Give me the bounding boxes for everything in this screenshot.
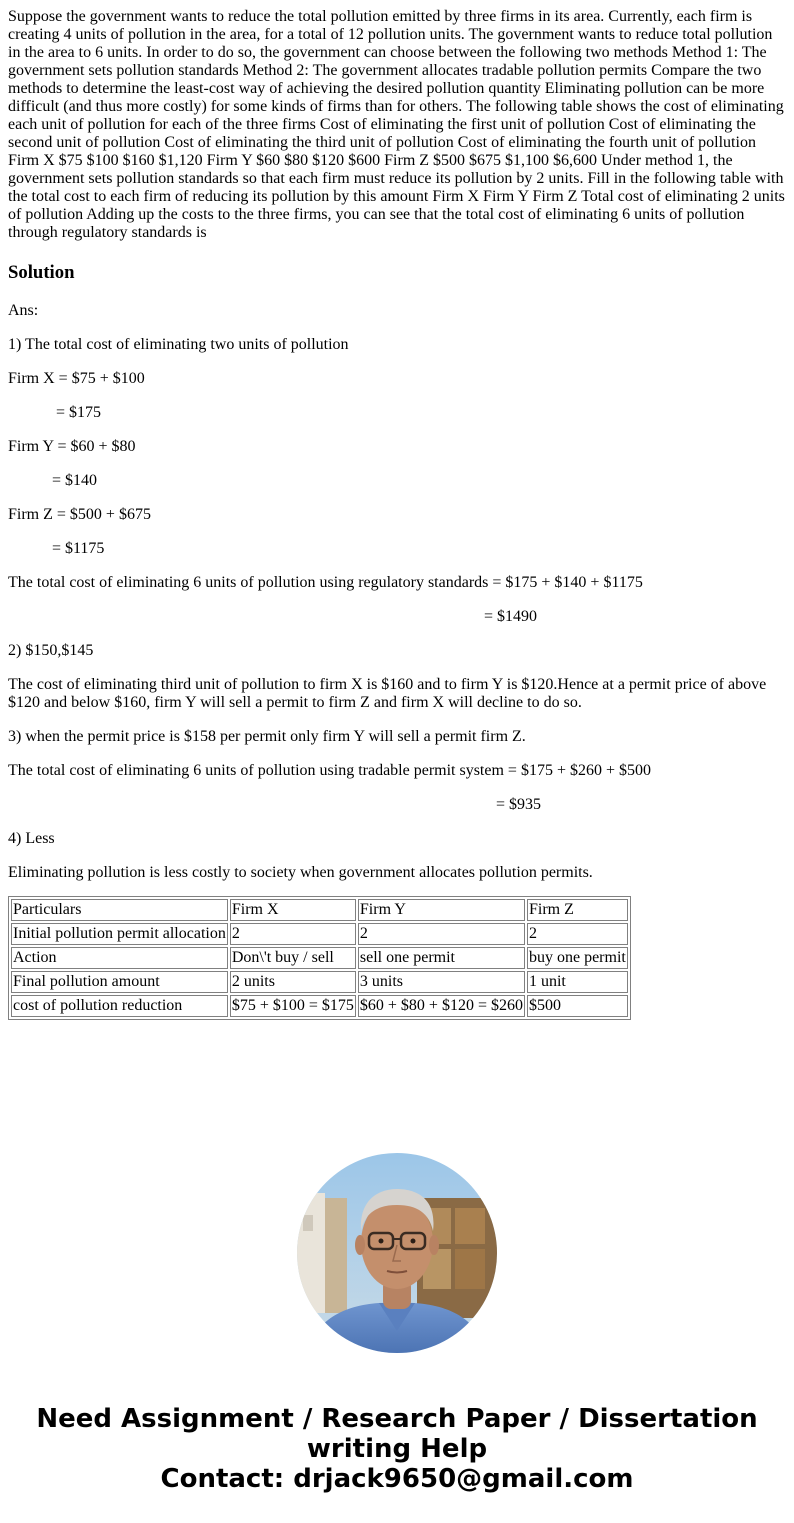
firm-x-total: = $175 [56, 404, 102, 421]
firm-z-total: = $1175 [52, 540, 105, 557]
total-regulatory-sum: = $1490 [484, 608, 538, 625]
table-cell: Action [11, 947, 228, 969]
table-header-cell: Firm X [230, 899, 356, 921]
table-cell: 3 units [358, 971, 525, 993]
table-cell: $500 [527, 995, 628, 1017]
table-cell: Don\'t buy / sell [230, 947, 356, 969]
firm-x-calc: Firm X = $75 + $100 [8, 370, 145, 387]
table-header-cell: Firm Z [527, 899, 628, 921]
answer-4-explanation: Eliminating pollution is less costly to society when government allocates pollution permits. [8, 864, 593, 881]
table-row [11, 995, 628, 1017]
table-cell: 2 units [230, 971, 356, 993]
table-header-cell: Particulars [11, 899, 228, 921]
table-row [11, 947, 628, 969]
answer-2: 2) $150,$145 [8, 642, 94, 659]
table-cell: buy one permit [527, 947, 628, 969]
answer-1-heading: 1) The total cost of eliminating two units of pollution [8, 336, 349, 353]
answer-3: 3) when the permit price is $158 per permit only firm Y will sell a permit firm Z. [8, 728, 526, 745]
table-cell: Final pollution amount [11, 971, 228, 993]
table-cell: 2 [358, 923, 525, 945]
total-permit-cost: The total cost of eliminating 6 units of pollution using tradable permit system = $175 + $260 + $500 [8, 762, 651, 779]
firm-y-total: = $140 [52, 472, 98, 489]
table-cell: 1 unit [527, 971, 628, 993]
table-cell: 2 [527, 923, 628, 945]
promo-line-2: writing Help [306, 1434, 488, 1464]
firm-y-calc: Firm Y = $60 + $80 [8, 438, 136, 455]
table-cell: $60 + $80 + $120 = $260 [358, 995, 525, 1017]
table-row [11, 923, 628, 945]
table-cell: 2 [230, 923, 356, 945]
author-avatar [297, 1153, 497, 1353]
promo-contact: Contact: drjack9650@gmail.com [160, 1464, 634, 1494]
table-cell: cost of pollution reduction [11, 995, 228, 1017]
answer-4: 4) Less [8, 830, 55, 847]
promo-footer [0, 1404, 794, 1494]
solution-table [8, 896, 631, 1020]
question-text: Suppose the government wants to reduce the total pollution emitted by three firms in its area. Currently, each firm is creating 4 units of pollution in the area, for a total of 12 pollution units. The government wants to reduce total pollution in the area to 6 units. In order to do so, the government can choose between the following two methods Method 1: The government sets pollution standards Method 2: The government allocates tradable pollution permits Compare the two methods to determine the least-cost way of achieving the desired pollution quantity Eliminating pollution can be more difficult (and thus more costly) for some kinds of firms than for others. The following table shows the cost of eliminating each unit of pollution for each of the three firms Cost of eliminating the first unit of pollution Cost of eliminating the second unit of pollution Cost of eliminating the third unit of pollution Cost of eliminating the fourth unit of pollution Firm X $75 $100 $160 $1,120 Firm Y $60 $80 $120 $600 Firm Z $500 $675 $1,100 $6,600 Under method 1, the government sets pollution standards so that each firm must reduce its pollution by 2 units. Fill in the following table with the total cost to each firm of reducing its pollution by this amount Firm X Firm Y Firm Z Total cost of eliminating 2 units of pollution Adding up the costs to the three firms, you can see that the total cost of eliminating 6 units of pollution through regulatory standards is [8, 8, 785, 241]
table-cell: Initial pollution permit allocation [11, 923, 228, 945]
answer-2-explanation: The cost of eliminating third unit of pollution to firm X is $160 and to firm Y is $120.Hence at a permit price of above $120 and below $160, firm Y will sell a permit to firm Z and firm X will decline to do so. [8, 676, 767, 711]
total-regulatory-cost: The total cost of eliminating 6 units of pollution using regulatory standards = $175 + $140 + $1175 [8, 574, 643, 591]
author-portrait-image [297, 1153, 497, 1353]
total-permit-sum: = $935 [496, 796, 542, 813]
solution-heading: Solution [8, 262, 75, 283]
table-row [11, 971, 628, 993]
answer-label: Ans: [8, 302, 39, 319]
table-header-row [11, 899, 628, 921]
table-header-cell: Firm Y [358, 899, 525, 921]
firm-z-calc: Firm Z = $500 + $675 [8, 506, 151, 523]
table-cell: sell one permit [358, 947, 525, 969]
promo-line-1: Need Assignment / Research Paper / Dissertation [36, 1404, 758, 1434]
table-cell: $75 + $100 = $175 [230, 995, 356, 1017]
